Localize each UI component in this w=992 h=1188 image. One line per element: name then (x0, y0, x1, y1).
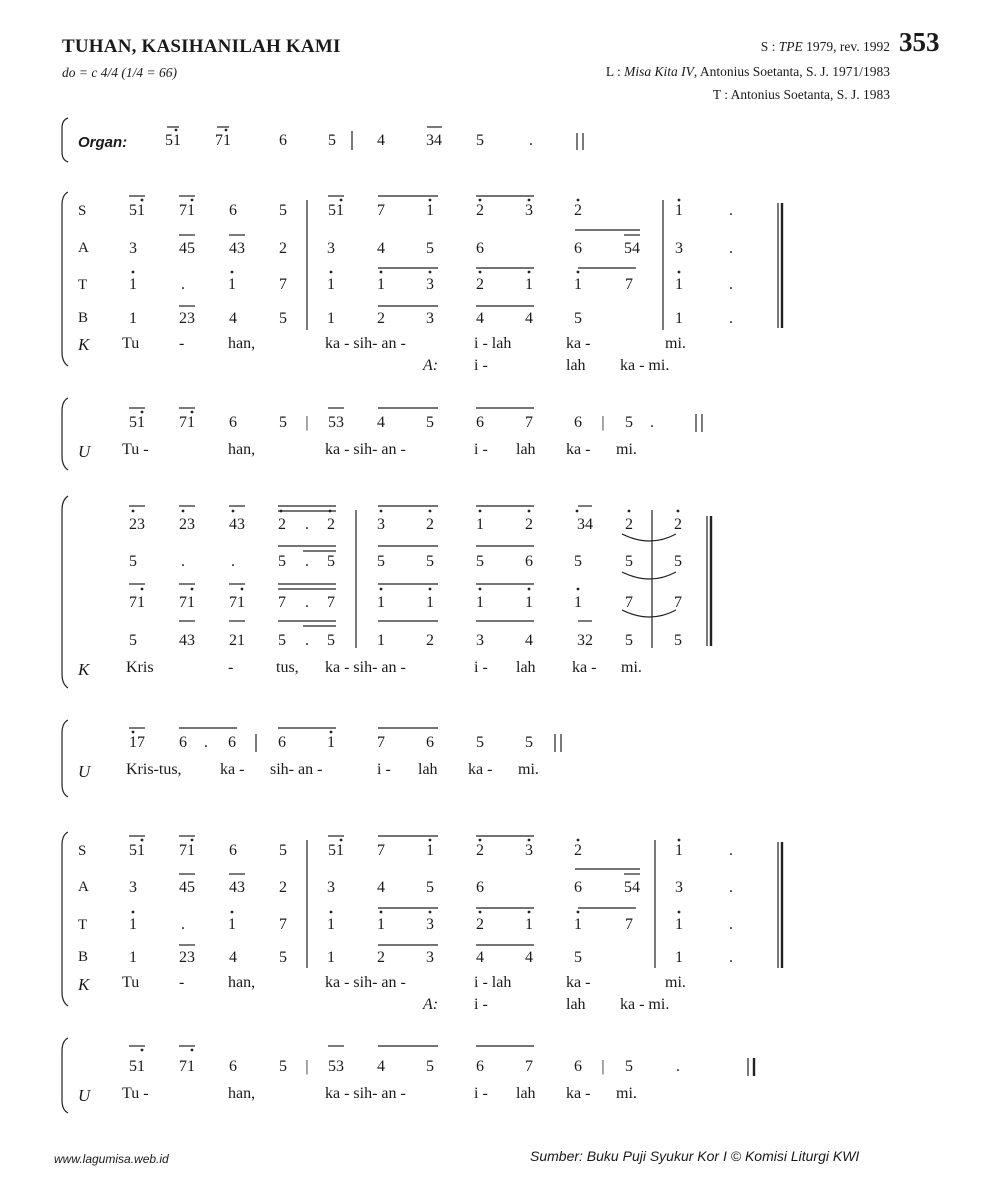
note: 3 (426, 276, 434, 293)
lyric: lah (418, 761, 438, 778)
note: 2 (278, 516, 286, 533)
note: 1 (327, 734, 335, 751)
note: 1 (574, 594, 582, 611)
song-title: TUHAN, KASIHANILAH KAMI (62, 36, 341, 57)
note: 71 (179, 594, 195, 611)
note: 3 (129, 240, 137, 257)
note: 5 (279, 949, 287, 966)
note: 5 (279, 310, 287, 327)
lyric: ka - (566, 1085, 591, 1102)
note: 7 (278, 594, 286, 611)
lyric: i - (474, 996, 488, 1013)
note: 2 (476, 916, 484, 933)
lyric: lah (566, 996, 586, 1013)
note: 1 (476, 516, 484, 533)
note: 5 (625, 414, 633, 431)
soprano-label: S (78, 843, 87, 859)
note: 5 (327, 553, 335, 570)
note: 6 (229, 202, 237, 219)
note: 53 (328, 414, 344, 431)
note: . (181, 553, 185, 570)
note: 1 (675, 276, 683, 293)
note: 1 (228, 916, 236, 933)
note: 5 (279, 842, 287, 859)
lyric: i - (377, 761, 391, 778)
note: 1 (377, 632, 385, 649)
note: 3 (426, 916, 434, 933)
note: 6 (279, 132, 287, 149)
lyric: tus, (276, 659, 299, 676)
source-footer: Sumber: Buku Puji Syukur Kor I © Komisi Liturgi KWI (530, 1148, 860, 1164)
note: 4 (377, 879, 385, 896)
note: 71 (179, 1058, 195, 1075)
page-number: 353 (899, 27, 940, 57)
barline: | (305, 414, 309, 431)
note: 5 (327, 632, 335, 649)
lyric: lah (516, 659, 536, 676)
note: 17 (129, 734, 145, 751)
alto-label: A (78, 240, 89, 256)
note: 32 (577, 632, 593, 649)
barline: | (305, 1058, 309, 1075)
note: 5 (426, 240, 434, 257)
lyric: mi. (621, 659, 642, 676)
lyric: Kris (126, 659, 154, 676)
note: 23 (179, 516, 195, 533)
note: 1 (377, 594, 385, 611)
note: 6 (574, 240, 582, 257)
lyric: han, (228, 441, 256, 458)
note: 4 (525, 949, 533, 966)
note: 6 (229, 1058, 237, 1075)
note: 2 (625, 516, 633, 533)
note: 43 (179, 632, 195, 649)
note: 5 (129, 553, 137, 570)
note: 7 (279, 916, 287, 933)
note: 51 (129, 842, 145, 859)
choir-label: K (78, 335, 90, 354)
lyric: mi. (616, 441, 637, 458)
note: 5 (674, 632, 682, 649)
lyric: mi. (518, 761, 539, 778)
note: 54 (624, 879, 640, 896)
website-credit: www.lagumisa.web.id (54, 1152, 169, 1166)
note: 3 (476, 632, 484, 649)
brace-unison1 (62, 398, 68, 470)
lyric: ka - mi. (620, 357, 670, 374)
note: 6 (476, 414, 484, 431)
note: 2 (674, 516, 682, 533)
note: . (729, 276, 733, 293)
note: 3 (426, 310, 434, 327)
soprano-label: S (78, 203, 87, 219)
lyric: - (228, 659, 234, 676)
lyric: ka - (566, 441, 591, 458)
note: 51 (328, 202, 344, 219)
lyric: i - lah (474, 335, 512, 352)
note: 5 (377, 553, 385, 570)
note: 2 (476, 842, 484, 859)
note: 1 (525, 916, 533, 933)
lyric: ka - sih- an - (325, 659, 406, 676)
brace-organ (62, 118, 68, 162)
lyric: han, (228, 335, 256, 352)
note: 5 (674, 553, 682, 570)
lyric: lah (516, 441, 536, 458)
note: 1 (574, 916, 582, 933)
note: 7 (525, 414, 533, 431)
note: 5 (328, 132, 336, 149)
note: 3 (327, 240, 335, 257)
note: 5 (426, 1058, 434, 1075)
note: 71 (179, 414, 195, 431)
note: . (729, 879, 733, 896)
note: 34 (426, 132, 442, 149)
note: 51 (328, 842, 344, 859)
lyric: ka - sih- an - (325, 441, 406, 458)
note: 2 (525, 516, 533, 533)
note: 7 (625, 916, 633, 933)
lyric: ka - (220, 761, 245, 778)
bass-label: B (78, 310, 89, 326)
note: 51 (129, 202, 145, 219)
note: . (676, 1058, 680, 1075)
answer-label: A: (423, 357, 439, 374)
note: 6 (476, 240, 484, 257)
people-label: U (78, 442, 91, 461)
note: 7 (377, 202, 385, 219)
lyric: ka - sih- an - (325, 974, 406, 991)
note: 1 (377, 916, 385, 933)
note: 1 (426, 594, 434, 611)
note: 1 (228, 276, 236, 293)
barline: | (601, 414, 605, 431)
lyric: mi. (616, 1085, 637, 1102)
note: 1 (525, 594, 533, 611)
note: . (729, 310, 733, 327)
note: 6 (574, 1058, 582, 1075)
lyric: ka - sih- an - (325, 335, 406, 352)
note: 4 (377, 240, 385, 257)
note: 7 (377, 734, 385, 751)
note: 1 (327, 310, 335, 327)
note: 1 (426, 202, 434, 219)
note: . (181, 276, 185, 293)
note: 1 (574, 276, 582, 293)
note: 5 (525, 734, 533, 751)
answer-label: A: (423, 996, 439, 1013)
note: 34 (577, 516, 593, 533)
lyric: Tu (122, 974, 140, 991)
note: 5 (625, 553, 633, 570)
bass-label: B (78, 949, 89, 965)
lyric: Tu - (122, 441, 149, 458)
lyric: ka - sih- an - (325, 1085, 406, 1102)
tempo-marking: do = c 4/4 (1/4 = 66) (62, 65, 177, 80)
note: 4 (229, 310, 237, 327)
note: 4 (525, 310, 533, 327)
note: . (729, 240, 733, 257)
note: 5 (574, 310, 582, 327)
note: 1 (129, 949, 137, 966)
note: 3 (129, 879, 137, 896)
note: 2 (574, 202, 582, 219)
note: 1 (129, 310, 137, 327)
note: 5 (426, 414, 434, 431)
lyric: i - (474, 357, 488, 374)
note: 53 (328, 1058, 344, 1075)
note: 3 (377, 516, 385, 533)
note: . (204, 734, 208, 751)
note: 1 (327, 916, 335, 933)
note: 45 (179, 240, 195, 257)
note: 1 (525, 276, 533, 293)
note: 2 (426, 516, 434, 533)
note: 5 (279, 414, 287, 431)
note: 6 (228, 734, 236, 751)
lyric: ka - (572, 659, 597, 676)
note: 5 (574, 949, 582, 966)
note: 51 (129, 1058, 145, 1075)
lyric: Tu - (122, 1085, 149, 1102)
note: 2 (377, 310, 385, 327)
note: 71 (129, 594, 145, 611)
note: 7 (327, 594, 335, 611)
note: 7 (377, 842, 385, 859)
note: 7 (625, 594, 633, 611)
note: . (181, 916, 185, 933)
note: 71 (179, 842, 195, 859)
lyric: Kris-tus, (126, 761, 182, 778)
tenor-label: T (78, 917, 88, 933)
lyric: i - (474, 659, 488, 676)
note: 6 (426, 734, 434, 751)
note: 5 (426, 879, 434, 896)
note: 6 (476, 1058, 484, 1075)
note: . (305, 594, 309, 611)
note: 1 (426, 842, 434, 859)
note: 4 (377, 1058, 385, 1075)
note: 6 (229, 414, 237, 431)
note: 6 (278, 734, 286, 751)
brace-unison3 (62, 1038, 68, 1113)
note: 1 (377, 276, 385, 293)
note: 7 (625, 276, 633, 293)
lyric: i - (474, 441, 488, 458)
choir-label: K (78, 660, 90, 679)
note: 1 (675, 202, 683, 219)
note: 3 (525, 842, 533, 859)
note: 2 (574, 842, 582, 859)
note: . (729, 842, 733, 859)
note: 7 (279, 276, 287, 293)
lyric: mi. (665, 335, 686, 352)
note: . (529, 132, 533, 149)
note: . (729, 949, 733, 966)
note: 23 (179, 310, 195, 327)
note: 3 (327, 879, 335, 896)
note: . (729, 202, 733, 219)
note: 2 (279, 240, 287, 257)
lyric: lah (516, 1085, 536, 1102)
lyric: mi. (665, 974, 686, 991)
note: 43 (229, 879, 245, 896)
note: . (305, 632, 309, 649)
lyric: - (179, 335, 185, 352)
note: 2 (426, 632, 434, 649)
note: . (231, 553, 235, 570)
note: 21 (229, 632, 245, 649)
brace-unison2 (62, 720, 68, 797)
brace-satb1 (62, 192, 68, 366)
note: 6 (179, 734, 187, 751)
note: 71 (215, 132, 231, 149)
lyric: ka - (566, 974, 591, 991)
note: 5 (278, 632, 286, 649)
note: 7 (525, 1058, 533, 1075)
note: 4 (525, 632, 533, 649)
note: 3 (426, 949, 434, 966)
note: 5 (279, 202, 287, 219)
note: 2 (279, 879, 287, 896)
brace-satb3 (62, 832, 68, 1006)
note: 6 (574, 414, 582, 431)
note: 5 (476, 132, 484, 149)
organ-label: Organ: (78, 134, 128, 151)
note: 51 (165, 132, 181, 149)
text-credit: T : Antonius Soetanta, S. J. 1983 (712, 87, 890, 102)
tenor-label: T (78, 277, 88, 293)
note: 43 (229, 516, 245, 533)
note: 5 (625, 1058, 633, 1075)
note: 7 (674, 594, 682, 611)
people-label: U (78, 1086, 91, 1105)
note: 54 (624, 240, 640, 257)
note: 4 (377, 414, 385, 431)
lyric: sih- an - (270, 761, 323, 778)
lyric: han, (228, 1085, 256, 1102)
alto-label: A (78, 879, 89, 895)
note: 1 (675, 949, 683, 966)
barline: | (601, 1058, 605, 1075)
note: 3 (525, 202, 533, 219)
lyric: ka - mi. (620, 996, 670, 1013)
lyric: - (179, 974, 185, 991)
note: 5 (625, 632, 633, 649)
note: 45 (179, 879, 195, 896)
lyric: ka - (566, 335, 591, 352)
lyric: i - lah (474, 974, 512, 991)
note: 51 (129, 414, 145, 431)
note: . (305, 553, 309, 570)
note: 6 (476, 879, 484, 896)
note: 6 (574, 879, 582, 896)
choir-label: K (78, 975, 90, 994)
note: 5 (476, 553, 484, 570)
note: 3 (675, 240, 683, 257)
note: 1 (129, 276, 137, 293)
note: 6 (229, 842, 237, 859)
note: 1 (675, 916, 683, 933)
note: 1 (476, 594, 484, 611)
note: 23 (129, 516, 145, 533)
note: 4 (476, 949, 484, 966)
note: 23 (179, 949, 195, 966)
note: 4 (476, 310, 484, 327)
note: 5 (574, 553, 582, 570)
note: 71 (179, 202, 195, 219)
note: 1 (327, 276, 335, 293)
note: 2 (476, 202, 484, 219)
note: 5 (476, 734, 484, 751)
note: 5 (426, 553, 434, 570)
note: 5 (129, 632, 137, 649)
note: 2 (476, 276, 484, 293)
lyric: ka - (468, 761, 493, 778)
note: 4 (377, 132, 385, 149)
note: 4 (229, 949, 237, 966)
note: 1 (675, 842, 683, 859)
brace-satb2 (62, 496, 68, 688)
note: 71 (229, 594, 245, 611)
note: 5 (278, 553, 286, 570)
people-label: U (78, 762, 91, 781)
source-credit: S : TPE 1979, rev. 1992 (760, 39, 890, 54)
note: 43 (229, 240, 245, 257)
note: 2 (377, 949, 385, 966)
note: 3 (675, 879, 683, 896)
lyric-credit: L : Misa Kita IV, Antonius Soetanta, S. J. 1971/1983 (605, 64, 890, 79)
note: 1 (675, 310, 683, 327)
note: 1 (129, 916, 137, 933)
note: 6 (525, 553, 533, 570)
note: 1 (327, 949, 335, 966)
note: 5 (279, 1058, 287, 1075)
note: 2 (327, 516, 335, 533)
note: . (305, 516, 309, 533)
lyric: han, (228, 974, 256, 991)
lyric: Tu (122, 335, 140, 352)
lyric: i - (474, 1085, 488, 1102)
note: . (650, 414, 654, 431)
note: . (729, 916, 733, 933)
lyric: lah (566, 357, 586, 374)
